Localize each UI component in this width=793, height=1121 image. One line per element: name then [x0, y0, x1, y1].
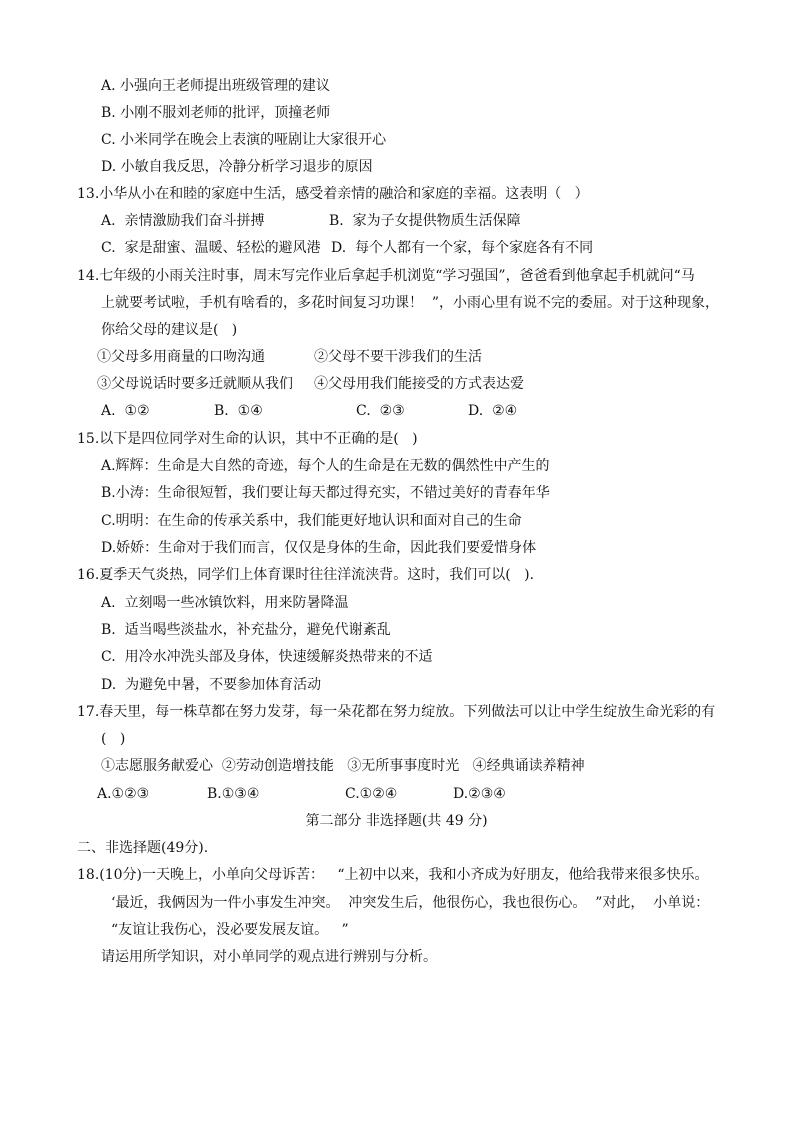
q14-option-d: D. ②④: [468, 403, 518, 419]
q18-line-3: “友谊让我伤心，没必要发展友谊。 ”: [111, 922, 349, 938]
section-two-title: 二、非选择题(49分).: [77, 840, 209, 856]
q18-line-2: ‘最近，我俩因为一件小事发生冲突。 冲突发生后，他很伤心，我也很伤心。 ”对此， 小单说：: [111, 895, 710, 911]
q16-stem: 16.夏季天气炎热，同学们上体育课时往往洋流浃背。这时，我们可以( ).: [77, 567, 534, 583]
q18-line-1: 18.(10分)一天晚上，小单向父母诉苦： “上初中以来，我和小齐成为好朋友，他给我带来很多快乐。: [77, 867, 709, 883]
q13-option-d: D. 每个人都有一个家，每个家庭各有不同: [331, 240, 594, 256]
q14-stem-line-1: 14.七年级的小雨关注时事，周末写完作业后拿起手机浏览“学习强国”，爸爸看到他拿起手机就问“马: [77, 268, 695, 284]
part-two-title: 第二部分 非选择题(共 49 分): [305, 813, 488, 829]
q13-option-a: A. 亲情激励我们奋斗拼搏: [101, 213, 265, 229]
q15-option-d: D.娇娇：生命对于我们而言，仅仅是身体的生命，因此我们要爱惜身体: [101, 540, 537, 556]
q18-line-4: 请运用所学知识，对小单同学的观点进行辨别与分析。: [101, 949, 437, 965]
q14-option-b: B. ①④: [214, 403, 263, 419]
q14-item-4: ④父母用我们能接受的方式表达爱: [314, 376, 524, 392]
q14-item-2: ②父母不要干涉我们的生活: [314, 349, 482, 365]
q17-stem-line-2: ( ): [101, 731, 126, 747]
q12-option-b: B. 小刚不服刘老师的批评，顶撞老师: [101, 105, 331, 121]
q16-option-a: A. 立刻喝一些冰镇饮料，用来防暑降温: [101, 595, 349, 611]
q16-option-c: C. 用冷水冲洗头部及身体，快速缓解炎热带来的不适: [101, 649, 433, 665]
q14-item-3: ③父母说话时要多迁就顺从我们: [97, 376, 293, 392]
q14-option-a: A. ①②: [101, 403, 150, 419]
q13-option-b: B. 家为子女提供物质生活保障: [329, 213, 521, 229]
q17-stem-line-1: 17.春天里，每一株草都在努力发芽，每一朵花都在努力绽放。下列做法可以让中学生绽放生命光彩的有: [77, 704, 716, 720]
q17-option-a: A.①②③: [97, 786, 150, 802]
q16-option-d: D. 为避免中暑，不要参加体育活动: [101, 677, 322, 693]
q15-option-b: B.小涛：生命很短暂，我们要让每天都过得充实，不错过美好的青春年华: [101, 485, 550, 501]
q15-option-a: A.辉辉：生命是大自然的奇迹，每个人的生命是在无数的偶然性中产生的: [101, 458, 550, 474]
q14-item-1: ①父母多用商量的口吻沟通: [97, 349, 265, 365]
q13-stem: 13.小华从小在和睦的家庭中生活，感受着亲情的融洽和家庭的幸福。这表明（ ）: [77, 186, 589, 202]
q17-option-b: B.①③④: [207, 786, 260, 802]
q12-option-a: A. 小强向王老师提出班级管理的建议: [101, 78, 331, 94]
q17-option-d: D.②③④: [453, 786, 506, 802]
q14-stem-line-3: 你给父母的建议是( ): [101, 322, 238, 338]
q15-stem: 15.以下是四位同学对生命的认识，其中不正确的是( ): [77, 431, 418, 447]
q15-option-c: C.明明：在生命的传承关系中，我们能更好地认识和面对自己的生命: [101, 513, 522, 529]
q14-stem-line-2: 上就要考试啦，手机有啥看的，多花时间复习功课！ ”，小雨心里有说不完的委屈。对于这种现象，: [101, 295, 720, 311]
q13-option-c: C. 家是甜蜜、温暖、轻松的避风港: [101, 240, 321, 256]
q12-option-d: D. 小敏自我反思，冷静分析学习退步的原因: [101, 159, 373, 175]
q16-option-b: B. 适当喝些淡盐水，补充盐分，避免代谢紊乱: [101, 622, 391, 638]
q14-option-c: C. ②③: [356, 403, 405, 419]
q17-option-c: C.①②④: [345, 786, 398, 802]
q12-option-c: C. 小米同学在晚会上表演的哑剧让大家很开心: [101, 132, 387, 148]
q17-items: ①志愿服务献爱心 ②劳动创造增技能 ③无所事事度时光 ④经典诵读养精神: [101, 758, 585, 774]
